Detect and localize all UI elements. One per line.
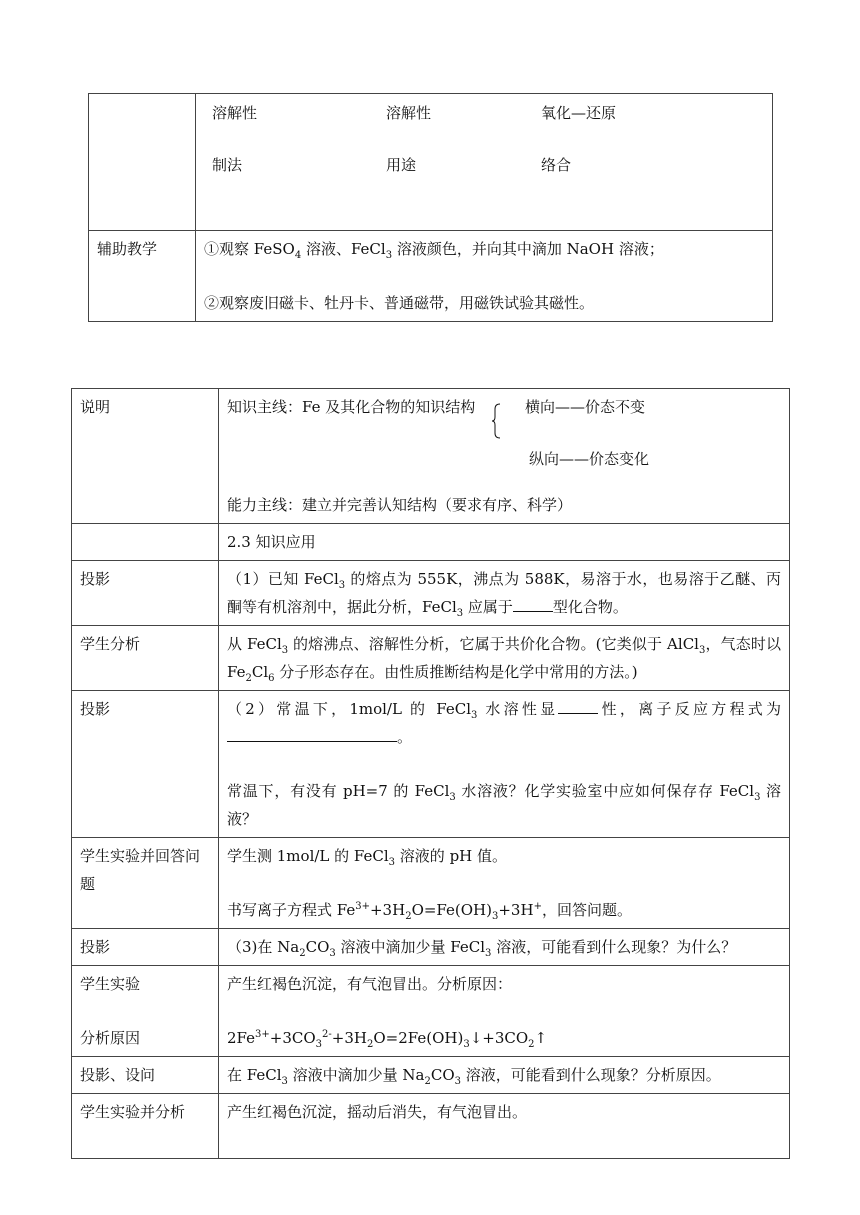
answer-blank <box>227 725 397 742</box>
table-row <box>72 626 790 691</box>
student-experiment-1: 学生测 1mol/L 的 FeCl$_3$ 溶液的 pH 值。 书写离子方程式 $Fe^{3+}+3H_2O=Fe(OH)_3+3H^+$，回答问题。 <box>219 838 790 929</box>
row-label: 投影、设问 <box>72 1057 219 1094</box>
reaction-equation: $2Fe^{3+}+3CO_3^{2-}+3H_2O=2Fe(OH)_3↓+3CO_2↑$ <box>227 1029 548 1050</box>
property-solubility-1: 溶解性 <box>212 104 258 122</box>
row-label: 学生分析 <box>72 626 219 691</box>
table-row <box>72 561 790 626</box>
question-4: 在 FeCl$_3$ 溶液中滴加少量 $Na_2CO_3$ 溶液，可能看到什么现象？分析原因。 <box>219 1057 790 1094</box>
vertical-branch: 纵向——价态变化 <box>529 450 650 468</box>
table-row <box>72 691 790 838</box>
table-row <box>72 524 790 561</box>
property-redox: 氧化—还原 <box>541 104 617 122</box>
table-row <box>72 1057 790 1094</box>
student-experiment-2: 产生红褐色沉淀，有气泡冒出。分析原因： $2Fe^{3+}+3CO_3^{2-}+3H_2O=2Fe(OH)_3↓+3CO_2↑$ <box>219 966 790 1057</box>
row-label: 学生实验并回答问题 <box>72 838 219 929</box>
table-row <box>72 389 790 524</box>
property-preparation: 制法 <box>212 156 243 174</box>
knowledge-mainline: 知识主线：Fe 及其化合物的知识结构 <box>227 398 476 416</box>
question-3: （3)在 $Na_2CO_3$ 溶液中滴加少量 FeCl$_3$ 溶液，可能看到什么现象？为什么？ <box>219 929 790 966</box>
property-solubility-2: 溶解性 <box>386 104 432 122</box>
table-row <box>89 231 773 322</box>
row-label: 学生实验 分析原因 <box>72 966 219 1057</box>
aux-line-2: ②观察废旧磁卡、牡丹卡、普通磁带，用磁铁试验其磁性。 <box>204 294 595 312</box>
row-label: 辅助教学 <box>89 231 196 322</box>
answer-blank <box>558 697 598 714</box>
table-row <box>72 966 790 1057</box>
aux-line-1: ①观察 FeSO$_4$ 溶液、FeCl$_3$ 溶液颜色，并向其中滴加 NaOH 溶液； <box>204 240 664 261</box>
answer-blank <box>513 595 553 612</box>
table-row <box>89 94 773 231</box>
question-2: （2）常温下，1mol/L 的 FeCl$_3$ 水溶性显 性，离子反应方程式为。 常温下，有没有 pH=7 的 FeCl$_3$ 水溶液？化学实验室中应如何保存存 FeCl$_3$ 溶液？ <box>219 691 790 838</box>
properties-cell <box>196 94 773 231</box>
row-label: 学生实验并分析 <box>72 1094 219 1159</box>
brace-icon <box>492 403 502 439</box>
aux-content <box>196 231 773 322</box>
table-row <box>72 838 790 929</box>
structure-cell <box>219 389 790 524</box>
question-1: （1）已知 FeCl$_3$ 的熔点为 555K，沸点为 588K，易溶于水，也易溶于乙醚、丙酮等有机溶剂中，据此分析，FeCl$_3$ 应属于 型化合物。 <box>219 561 790 626</box>
row-label: 投影 <box>72 561 219 626</box>
row-label <box>72 524 219 561</box>
ability-mainline: 能力主线：建立并完善认知结构（要求有序、科学） <box>227 496 573 514</box>
section-heading: 2.3 知识应用 <box>219 524 790 561</box>
table-row <box>72 1094 790 1159</box>
student-experiment-3: 产生红褐色沉淀，摇动后消失，有气泡冒出。 <box>219 1094 790 1159</box>
property-uses: 用途 <box>386 156 417 174</box>
empty-cell <box>89 94 196 231</box>
bottom-table <box>71 388 790 1159</box>
student-analysis: 从 FeCl$_3$ 的熔沸点、溶解性分析，它属于共价化合物。(它类似于 AlCl$_3$，气态时以 $Fe_2Cl_6$ 分子形态存在。由性质推断结构是化学中常用的方法。) <box>219 626 790 691</box>
row-label: 说明 <box>72 389 219 524</box>
row-label: 投影 <box>72 691 219 838</box>
row-label: 投影 <box>72 929 219 966</box>
horizontal-branch: 横向——价态不变 <box>525 398 646 416</box>
table-row <box>72 929 790 966</box>
property-complexation: 络合 <box>541 156 572 174</box>
top-table <box>88 93 773 322</box>
